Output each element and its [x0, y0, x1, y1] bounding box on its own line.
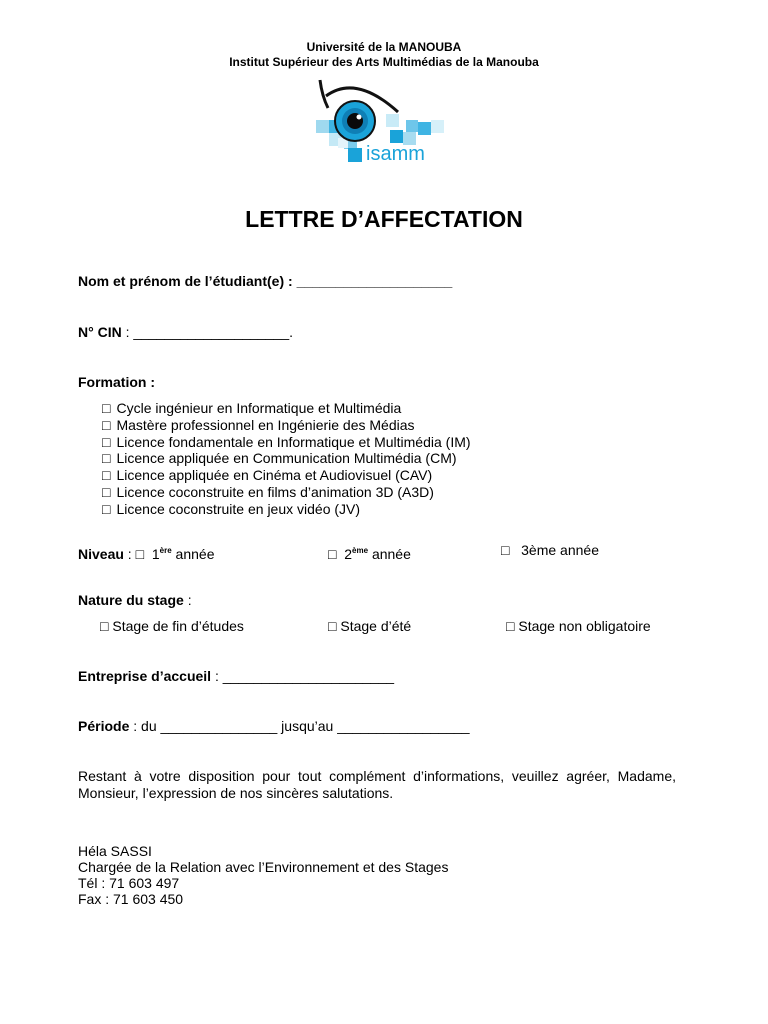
university-name: Université de la MANOUBA — [306, 40, 462, 54]
checkbox-icon[interactable]: □ — [102, 450, 111, 467]
closing-paragraph: Restant à votre disposition pour tout complément d’informations, veuillez agréer, Madame, Monsieur, l’expression de nos sincères salutations. — [78, 768, 676, 801]
formation-option-label: Licence coconstruite en jeux vidéo (JV) — [116, 500, 361, 517]
checkbox-icon[interactable]: □ — [102, 467, 111, 484]
formation-option[interactable] — [102, 484, 471, 501]
nature-line — [78, 592, 192, 609]
signature-fax: Fax : 71 603 450 — [78, 891, 184, 907]
formation-option[interactable] — [102, 450, 471, 467]
logo-text: isamm — [366, 143, 425, 165]
checkbox-icon[interactable]: □ — [328, 618, 337, 634]
student-name-blank[interactable]: ____________________ — [296, 273, 453, 289]
formation-option[interactable] — [102, 467, 471, 484]
periode-label: Période — [78, 718, 130, 734]
nature-option[interactable] — [100, 618, 244, 635]
entreprise-separator: : — [211, 668, 223, 684]
checkbox-icon[interactable]: □ — [102, 433, 111, 450]
niveau-first-sup: ère — [159, 546, 172, 555]
nature-separator: : — [183, 592, 192, 608]
signature-role: Chargée de la Relation avec l’Environnement et des Stages — [78, 859, 449, 875]
periode-line — [78, 718, 470, 735]
signature-name: Héla SASSI — [78, 843, 152, 859]
checkbox-icon[interactable]: □ — [135, 546, 145, 562]
student-name-label: Nom et prénom de l’étudiant(e) : — [78, 273, 293, 289]
nature-option-label: Stage d’été — [340, 618, 412, 634]
checkbox-icon[interactable]: □ — [506, 618, 515, 634]
nature-option[interactable] — [328, 618, 411, 635]
entreprise-label: Entreprise d’accueil — [78, 668, 212, 684]
checkbox-icon[interactable]: □ — [328, 546, 337, 562]
checkbox-icon[interactable]: □ — [501, 542, 510, 558]
niveau-option-second[interactable] — [328, 542, 411, 563]
formation-option-label: Cycle ingénieur en Informatique et Multimédia — [116, 400, 402, 416]
entreprise-blank[interactable]: ______________________ — [222, 668, 395, 684]
niveau-option-third[interactable] — [501, 542, 599, 559]
niveau-first-num: 1 — [151, 546, 160, 562]
formation-option-label: Licence appliquée en Communication Multimédia (CM) — [116, 450, 457, 467]
institute-name: Institut Supérieur des Arts Multimédias de la Manouba — [229, 55, 539, 69]
niveau-label: Niveau — [78, 546, 124, 562]
niveau-second-text: année — [368, 546, 411, 562]
nature-label: Nature du stage — [78, 592, 184, 608]
formation-option-label: Licence appliquée en Cinéma et Audiovisuel (CAV) — [116, 467, 433, 484]
niveau-first-text: année — [171, 546, 215, 562]
student-name-line — [78, 273, 452, 290]
document-header — [0, 40, 768, 70]
nature-option-label: Stage non obligatoire — [518, 618, 651, 634]
cin-label: N° CIN — [78, 324, 122, 340]
eye-logo-icon — [310, 76, 450, 168]
niveau-separator: : — [123, 546, 136, 562]
checkbox-icon[interactable]: □ — [102, 400, 111, 416]
niveau-third-text: 3ème année — [521, 542, 599, 558]
niveau-second-sup: ème — [352, 546, 369, 555]
cin-line — [78, 324, 293, 341]
signature-tel: Tél : 71 603 497 — [78, 875, 180, 891]
nature-option-label: Stage de fin d’études — [112, 618, 244, 634]
periode-text[interactable]: : du _______________ jusqu’au _________________ — [129, 718, 470, 734]
formation-option[interactable] — [102, 501, 471, 518]
checkbox-icon[interactable]: □ — [100, 618, 109, 634]
cin-separator: : — [121, 324, 134, 340]
entreprise-line — [78, 668, 394, 685]
formation-label: Formation : — [78, 374, 155, 390]
niveau-line — [78, 542, 214, 563]
checkbox-icon[interactable]: □ — [102, 483, 111, 500]
formation-option[interactable] — [102, 400, 471, 417]
cin-blank[interactable]: ____________________. — [133, 324, 294, 340]
nature-option[interactable] — [506, 618, 651, 635]
checkbox-icon[interactable]: □ — [102, 500, 111, 517]
formation-option-label: Licence coconstruite en films d’animation 3D (A3D) — [116, 483, 434, 500]
checkbox-icon[interactable]: □ — [102, 416, 111, 433]
formation-option-label: Licence fondamentale en Informatique et Multimédia (IM) — [116, 433, 471, 450]
page-title: LETTRE D’AFFECTATION — [245, 206, 523, 232]
formation-options — [102, 400, 471, 518]
formation-option[interactable] — [102, 417, 471, 434]
niveau-second-num: 2 — [344, 546, 353, 562]
formation-option-label: Mastère professionnel en Ingénierie des Médias — [116, 416, 415, 433]
formation-option[interactable] — [102, 434, 471, 451]
